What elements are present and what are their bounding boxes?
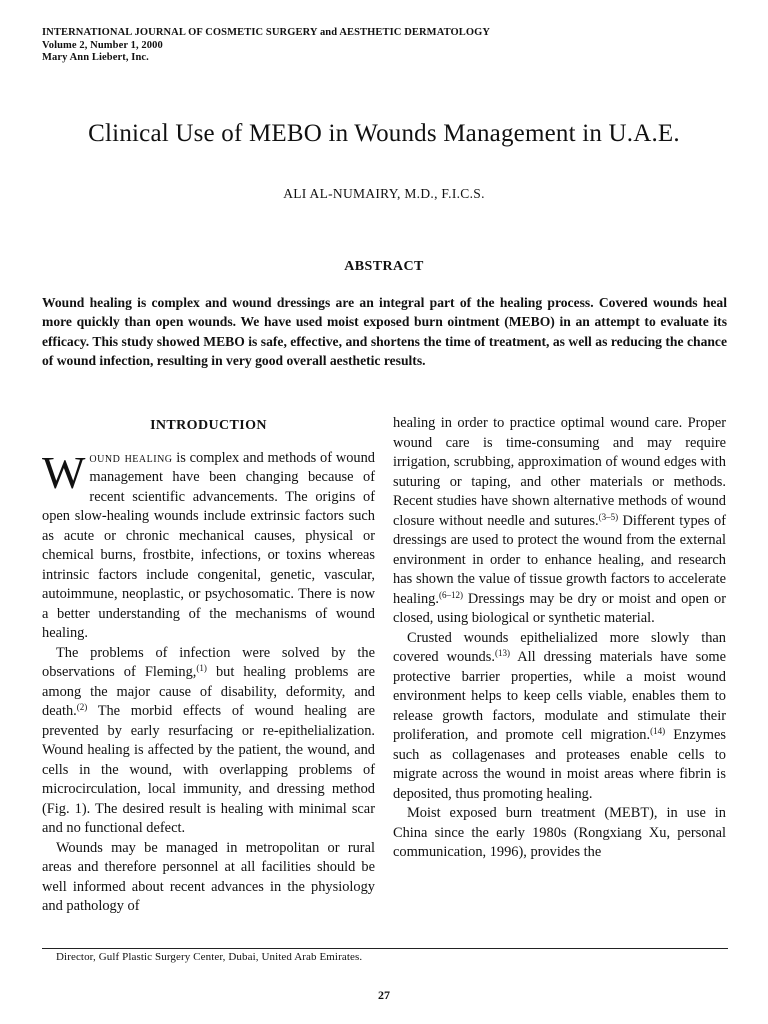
right-paragraph-1-text-a: healing in order to practice optimal wound care. Proper wound care is time-consuming and may require irrigation, scrubbing, approximation of wound edges with suturing or taping, and other materials or methods. Recent studies have shown alternative methods of wound closure without needle and sutures. [393,415,726,529]
right-paragraph-2-text-a: Crusted wounds epithelialized more slowly than covered wounds. [393,629,726,665]
intro-paragraph-2-text-b: but healing problems are among the major cause of disability, deformity, and death. [42,664,375,719]
introduction-heading: INTRODUCTION [150,418,267,433]
body-column-right [393,414,726,863]
right-paragraph-3: Moist exposed burn treatment (MEBT), in use in China since the early 1980s (Rongxiang Xu, personal communication, 1996), provides the [393,805,726,860]
intro-paragraph-2-text-c: The morbid effects of wound healing are prevented by early resurfacing or re-epithelialization. Wound healing is affected by the patient, the wound, and cells in the wound, with overlapping problems of microcirculation, local immunity, and dressing method (Fig. 1). The desired result is healing with minimal scar and no functional defect. [42,703,375,836]
author-affiliation-footnote: Director, Gulf Plastic Surgery Center, Dubai, United Arab Emirates. [56,951,363,963]
right-paragraph-1 [393,414,726,629]
citation-ref: (14) [650,726,666,736]
citation-ref: (3–5) [598,511,619,522]
citation-ref: (2) [76,702,88,712]
intro-paragraph-1 [42,446,375,644]
intro-paragraph-2 [42,644,375,839]
right-paragraph-1-text-b: Different types of dressings are used to protect the wound from the external environment in order to enhance healing, and research has shown the value of tissue growth factors to accelerate healing. [393,512,726,607]
journal-header [42,27,490,65]
article-title: Clinical Use of MEBO in Wounds Management in U.A.E. [88,120,680,147]
right-paragraph-1-text-c: Dressings may be dry or moist and open or closed, using biological or synthetic material. [393,590,726,626]
right-paragraph-2-text-b: All dressing materials have some protective barrier properties, while a moist wound environment helps to keep cells viable, enables them to release growth factors, modulate and stimulate their proliferation, and promote cell migration. [393,649,726,743]
journal-volume: Volume 2, Number 1, 2000 [42,39,163,51]
intro-paragraph-3: Wounds may be managed in metropolitan or rural areas and therefore personnel at all facilities should be well informed about recent advances in the physiology and pathology of [42,839,375,914]
journal-name: INTERNATIONAL JOURNAL OF COSMETIC SURGERY and AESTHETIC DERMATOLOGY [42,27,491,38]
citation-ref: (1) [196,663,207,673]
article-author: ALI AL-NUMAIRY, M.D., F.I.C.S. [283,186,485,201]
intro-paragraph-1-text: is complex and methods of wound management have been changing because of recent scientific advancements. The origins of open slow-healing wounds include extrinsic factors such as acute or chronic mechanical causes, physical or chemical burns, frostbite, infections, or toxins whereas intrinsic factors include congenital, genetic, vascular, autoimmune, neoplastic, or psychosomatic. There is now a better understanding of the mechanisms of wound healing. [42,449,375,641]
abstract-heading: ABSTRACT [344,259,424,274]
citation-ref: (6–12) [438,589,463,600]
footnote-divider [42,948,728,949]
citation-ref: (13) [494,648,510,658]
journal-publisher: Mary Ann Liebert, Inc. [42,52,149,63]
drop-cap: W [42,446,86,498]
intro-paragraph-2-text-a: The problems of infection were solved by the observations of Fleming, [42,644,375,680]
page-number: 27 [378,988,390,1002]
body-column-left [42,412,375,917]
abstract-text: Wound healing is complex and wound dressings are an integral part of the healing process. Covered wounds heal more quickly than open wounds. We have used moist exposed burn ointment (MEBO) in an attempt to evaluate its efficacy. This study showed MEBO is safe, effective, and shortens the time of treatment, as well as reducing the chance of wound infection, resulting in very good overall aesthetic results. [42,295,727,368]
right-paragraph-2-text-c: Enzymes such as collagenases and proteases enable cells to migrate across the wound in moist areas where fibrin is deposited, thus promoting healing. [393,727,726,802]
right-paragraph-2 [393,629,726,805]
lead-in-smallcaps: ound healing [89,449,173,466]
